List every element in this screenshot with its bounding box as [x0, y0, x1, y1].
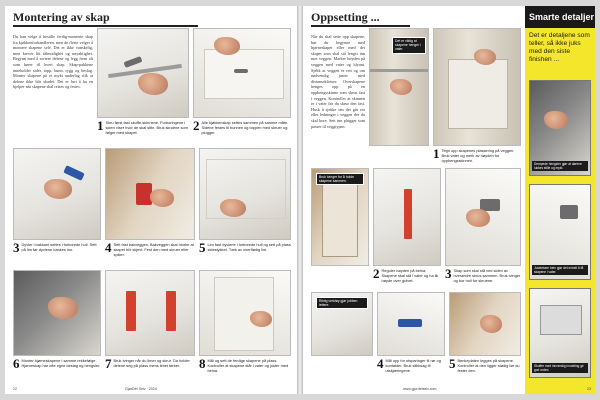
- r-step-1-caption: [433, 148, 521, 163]
- step-8-caption: [199, 358, 291, 373]
- right-intro-text: Når du skal sette opp skapene, bør du begynne med hjørneskapet eller med det skapet som skal stå lengst inn mot veggen. Marker høyden på veggen med vater og blyant. Sjekk at veggen er rett og om nødvendig juster med distanseklosser. Overskapene henges opp på en opphengsskinne som skrus fast i veggen. Kontroller at skinnen er i vater før du skrur den fast. Husk å sjekke om det går rør eller ledninger i veggen der du skal bore. Sett inn plugger som passer til veggtypen.: [311, 34, 365, 129]
- step-5-photo: [199, 148, 291, 240]
- r-step-7-photo: [449, 292, 521, 356]
- right-section-title: [311, 10, 380, 27]
- step-4-photo: [105, 148, 195, 240]
- r-step-4-photo: [445, 168, 521, 266]
- sidebar-caption-1: Dempede hengsler gjør at dørene lukkes stille og mykt.: [532, 161, 588, 171]
- r-step-3-number: 3: [445, 266, 452, 281]
- step-4-caption: [105, 242, 195, 257]
- r-step-1-number: 1: [433, 146, 440, 161]
- r-step-4-caption: [377, 358, 445, 373]
- step-7-caption: [105, 358, 195, 369]
- sidebar-caption-2: Justerbare bein gjør det enkelt å få skapene i vater.: [532, 265, 588, 275]
- wall-photo-1: [369, 28, 429, 146]
- left-section-title-text: Montering av skap: [13, 10, 110, 24]
- r-step-3-photo: [373, 168, 441, 266]
- r-step-3-caption: [445, 268, 521, 283]
- label-1: Det er viktig at skapene henger i vater.: [392, 37, 426, 54]
- sidebar-photo-1: [529, 80, 591, 176]
- step-5-caption: [199, 242, 291, 253]
- r-step-5-photo: [311, 292, 373, 356]
- step-4-text: Sett fast bakveggen. Bakveggen skal hindre at skapet blir skjevt. Fest den med skruer eller spiker.: [113, 242, 194, 257]
- step-3-text: Dyvler i bakkant settes i forborede hull. Sett på lim før dyvlene bankes inn.: [21, 242, 97, 252]
- right-page: [303, 6, 595, 394]
- r-step-3-text: Skap som skal stå ved siden av hverandre skrus sammen. Bruk tvinger og bor hull for skruene.: [453, 268, 521, 283]
- r-step-4-text: Mål opp for utsparinger til rør og kontakter. Bruk stikksag til utskjæringene.: [385, 358, 441, 373]
- step-6-photo: [13, 270, 101, 356]
- step-1-caption: [97, 120, 189, 135]
- step-7-number: 7: [105, 356, 112, 371]
- r-step-2-text: Reguler høyden på beina. Skapene skal stå i vater og ha lik høyde over gulvet.: [381, 268, 439, 283]
- step-2-caption: [193, 120, 291, 135]
- step-5-number: 5: [199, 240, 206, 255]
- sidebar-title: Smarte detaljer: [525, 6, 595, 28]
- sidebar-subtitle: Det er detaljene som teller, så ikke juks med den siste finishen ...: [529, 32, 590, 63]
- sidebar-caption-3: Skuffer med innvendig inndeling gir god orden.: [532, 363, 588, 373]
- left-intro-text: Du kan velge å bestille ferdig-monterte skap fra kjøkkenforhandleren, men de fleste velger å montere skapene selv. Det er ikke vanskelig, men krever litt tålmodighet og nøyaktighet. Begynn med å sortere delene og legg frem alt som hører til hvert skap. Skap-pakkene inneholder sider, topp, bunn, rygg og beslag. Monter skapene på et mykt underlag slik at delene ikke blir skadet. Det er lurt å ha en hjelper når skapene skal reises og festes.: [13, 34, 93, 90]
- step-3-number: 3: [13, 240, 20, 255]
- left-folio: GjørDet Selv · 2024: [125, 387, 157, 391]
- left-page: [5, 6, 297, 394]
- step-7-text: Bruk tvinger når du limer og skrur. Da holder delene seg på plass mens limet tørker.: [113, 358, 190, 368]
- step-2-number: 2: [193, 118, 200, 133]
- step-3-photo: [13, 148, 101, 240]
- step-8-photo: [199, 270, 291, 356]
- step-7-photo: [105, 270, 195, 356]
- label-2: Bruk tvinger for å holde skapene sammen.: [316, 173, 364, 185]
- r-step-5-number: 5: [449, 356, 456, 371]
- step-6-number: 6: [13, 356, 20, 371]
- r-step-1-text: Tegn opp skapenes plassering på veggen. Bruk vater og merk av høyden for opphengsskinnen.: [441, 148, 515, 163]
- sidebar-smarte-detaljer: [525, 6, 595, 394]
- right-section-title-text: Oppsetting ...: [311, 10, 380, 24]
- step-1-photo: [97, 28, 189, 118]
- title-rule: [311, 25, 410, 27]
- step-8-number: 8: [199, 356, 206, 371]
- step-3-caption: [13, 242, 101, 253]
- sidebar-photo-3: [529, 288, 591, 378]
- step-6-caption: [13, 358, 101, 369]
- left-section-title: [13, 10, 110, 27]
- r-step-4-number: 4: [377, 356, 384, 371]
- r-step-5-text: Benkeplaten legges på skapene. Kontroller at den ligger stødig før du fester den.: [457, 358, 520, 373]
- r-step-2-caption: [373, 268, 441, 283]
- step-4-number: 4: [105, 240, 112, 255]
- step-1-text: Skru først fast skuffe-skinnene. Forboringene i siden viser hvor de skal sitte. Bruk skruene som følger med skapet.: [105, 120, 188, 135]
- step-1-number: 1: [97, 118, 104, 133]
- r-step-2-number: 2: [373, 266, 380, 281]
- step-2-photo: [193, 28, 291, 118]
- left-page-number: 22: [13, 387, 17, 391]
- r-step-6-photo: [377, 292, 445, 356]
- wall-photo-2: [433, 28, 521, 146]
- right-page-number: 23: [587, 387, 591, 391]
- step-2-text: Alle kjøkkenskap settes sammen på samme måte. Sidene festes til bunnen og toppen med skruer og plugger.: [201, 120, 289, 135]
- step-8-text: Mål og sett de ferdige skapene på plass. Kontroller at skapene står i vater og juster med beina.: [207, 358, 289, 373]
- label-3: Riktig verktøy gjør jobben lettere.: [316, 297, 368, 309]
- step-5-text: Lim fast dyvlene i forborede hull og sett på plass sidestykket. Tørk av overflødig lim.: [207, 242, 291, 252]
- r-step-2-photo: [311, 168, 369, 266]
- step-6-text: Monter hjørneskapene i samme rekkefølge. Hjørneskap har ofte egne beslag og hengsler.: [21, 358, 101, 368]
- sidebar-photo-2: [529, 184, 591, 280]
- title-rule: [13, 25, 198, 27]
- r-step-5-caption: [449, 358, 521, 373]
- right-folio: www.gjordetselv.com: [403, 387, 437, 391]
